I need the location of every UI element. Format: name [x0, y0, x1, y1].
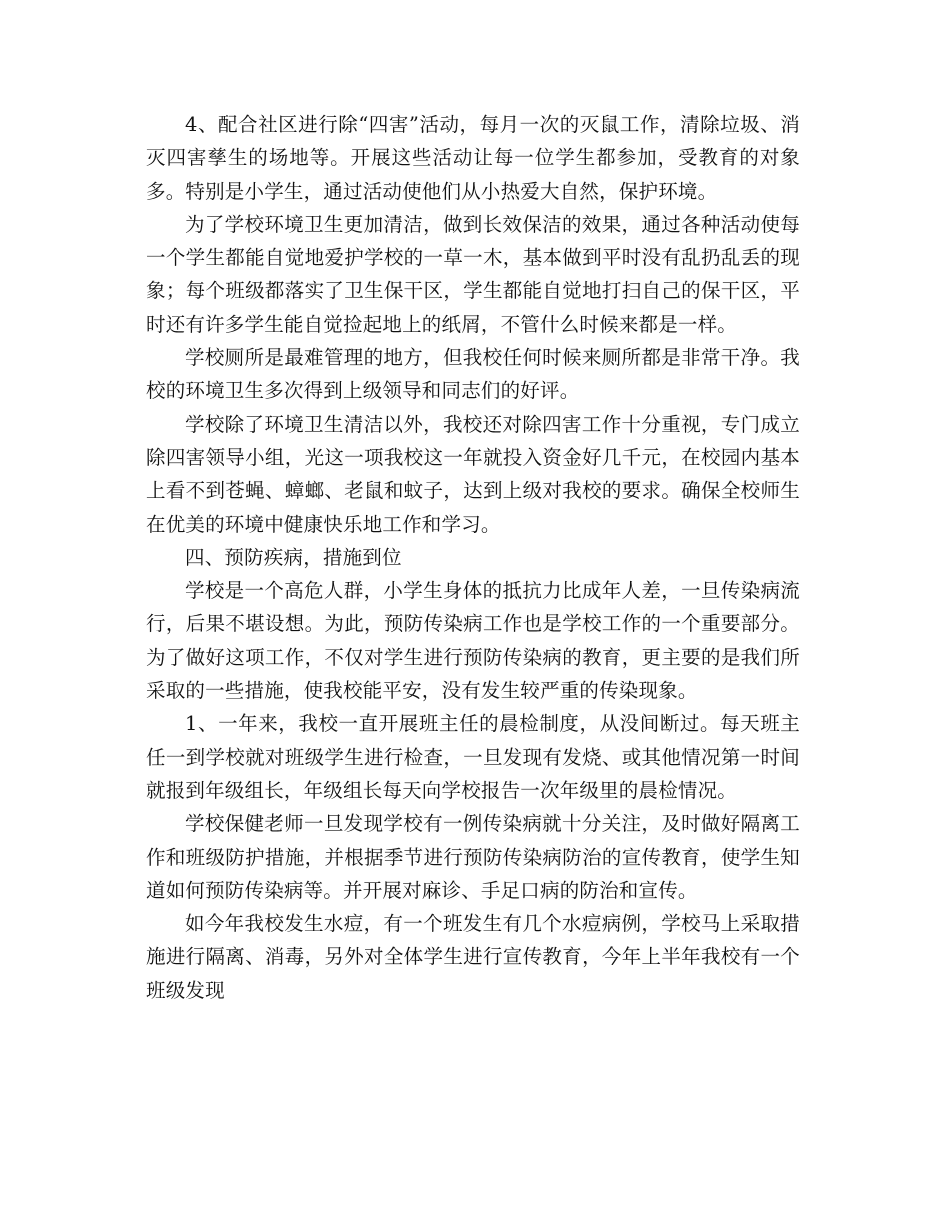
- document-body: [146, 108, 800, 1007]
- paragraph-morning-check: 1、一年来，我校一直开展班主任的晨检制度，从没间断过。每天班主任一到学校就对班级学生进行检查，一旦发现有发烧、或其他情况第一时间就报到年级组长，年级组长每天向学校报告一次年级里的晨检情况。: [146, 712, 800, 802]
- paragraph-pest-elimination: 学校除了环境卫生清洁以外，我校还对除四害工作十分重视，专门成立除四害领导小组，光这一项我校这一年就投入资金好几千元，在校园内基本上看不到苍蝇、蟑螂、老鼠和蚊子，达到上级对我校的要求。确保全校师生在优美的环境中健康快乐地工作和学习。: [146, 412, 800, 536]
- paragraph-infectious-disease: 学校是一个高危人群，小学生身体的抵抗力比成年人差，一旦传染病流行，后果不堪设想。为此，预防传染病工作也是学校工作的一个重要部分。为了做好这项工作，不仅对学生进行预防传染病的教育，更主要的是我们所采取的一些措施，使我校能平安，没有发生较严重的传染现象。: [146, 579, 800, 703]
- paragraph-chickenpox: 如今年我校发生水痘，有一个班发生有几个水痘病例，学校马上采取措施进行隔离、消毒，另外对全体学生进行宣传教育，今年上半年我校有一个班级发现: [146, 912, 800, 1002]
- paragraph-restroom-management: 学校厕所是最难管理的地方，但我校任何时候来厕所都是非常干净。我校的环境卫生多次得到上级领导和同志们的好评。: [146, 346, 800, 403]
- paragraph-rodent-control: 4、配合社区进行除“四害”活动，每月一次的灭鼠工作，清除垃圾、消灭四害孳生的场地等。开展这些活动让每一位学生都参加，受教育的对象多。特别是小学生，通过活动使他们从小热爱大自然，保护环境。: [146, 113, 800, 203]
- paragraph-health-teacher: 学校保健老师一旦发现学校有一例传染病就十分关注，及时做好隔离工作和班级防护措施，并根据季节进行预防传染病防治的宣传教育，使学生知道如何预防传染病等。并开展对麻诊、手足口病的防治和宣传。: [146, 812, 800, 902]
- section-heading-disease-prevention: 四、预防疾病，措施到位: [185, 545, 402, 569]
- paragraph-campus-cleanliness: 为了学校环境卫生更加清洁，做到长效保洁的效果，通过各种活动使每一个学生都能自觉地爱护学校的一草一木，基本做到平时没有乱扔乱丢的现象；每个班级都落实了卫生保干区，学生都能自觉地打扫自己的保干区，平时还有许多学生能自觉捡起地上的纸屑，不管什么时候来都是一样。: [146, 212, 800, 336]
